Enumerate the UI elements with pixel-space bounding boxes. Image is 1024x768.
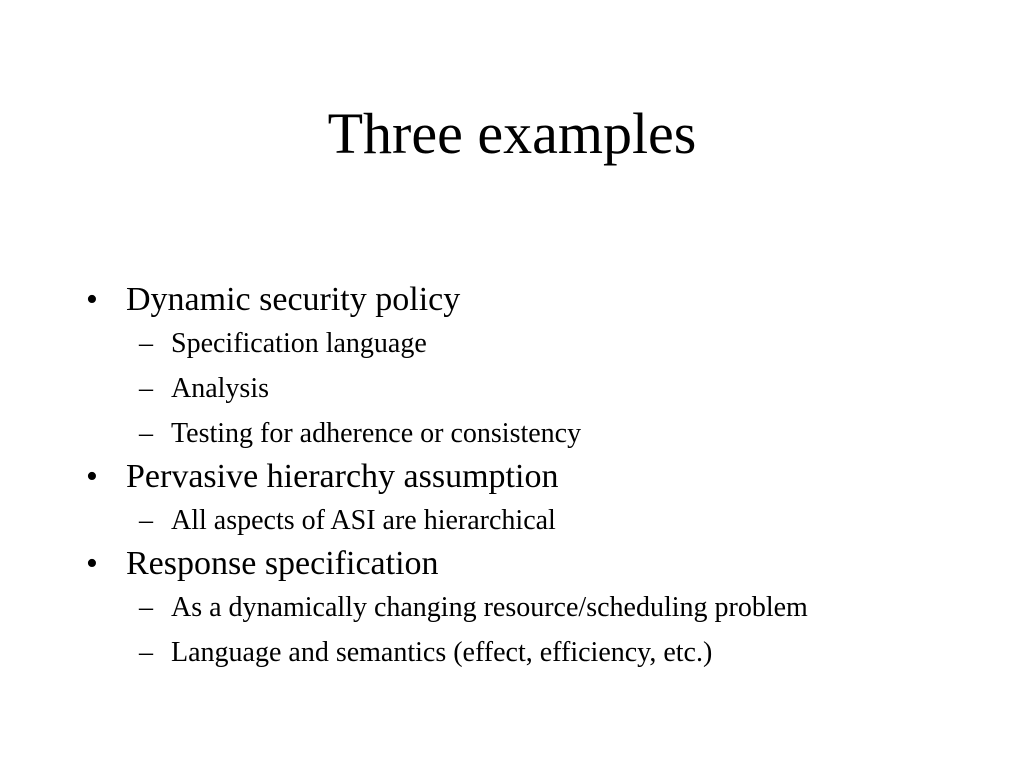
- sub-list: [86, 326, 946, 451]
- sub-item-text: As a dynamically changing resource/scheduling problem: [171, 592, 808, 623]
- dash-marker: –: [139, 328, 153, 359]
- sub-item-text: All aspects of ASI are hierarchical: [171, 505, 556, 536]
- dash-marker: –: [139, 373, 153, 404]
- dash-marker: –: [139, 637, 153, 668]
- sub-list: [86, 590, 946, 670]
- dash-marker: –: [139, 505, 153, 536]
- bullet-item: [86, 278, 946, 322]
- sub-item: [86, 416, 871, 451]
- sub-item-text: Analysis: [171, 373, 269, 404]
- bullet-marker: •: [86, 458, 98, 495]
- sub-item-text: Testing for adherence or consistency: [171, 418, 582, 449]
- bullet-marker: •: [86, 281, 98, 318]
- sub-item-text: Specification language: [171, 328, 427, 359]
- bullet-marker: •: [86, 545, 98, 582]
- dash-marker: –: [139, 418, 153, 449]
- bullet-text: Dynamic security policy: [126, 281, 461, 318]
- slide-title: Three examples: [327, 101, 697, 166]
- sub-list: [86, 503, 946, 538]
- bullet-list: [86, 278, 946, 674]
- bullet-text: Pervasive hierarchy assumption: [126, 458, 559, 495]
- sub-item-text: Language and semantics (effect, efficiency, etc.): [171, 637, 713, 668]
- sub-item: [86, 590, 871, 625]
- dash-marker: –: [139, 592, 153, 623]
- bullet-item: [86, 542, 946, 586]
- sub-item: [86, 635, 871, 670]
- bullet-item: [86, 455, 946, 499]
- sub-item: [86, 503, 871, 538]
- sub-item: [86, 326, 871, 361]
- sub-item: [86, 371, 871, 406]
- bullet-text: Response specification: [126, 545, 439, 582]
